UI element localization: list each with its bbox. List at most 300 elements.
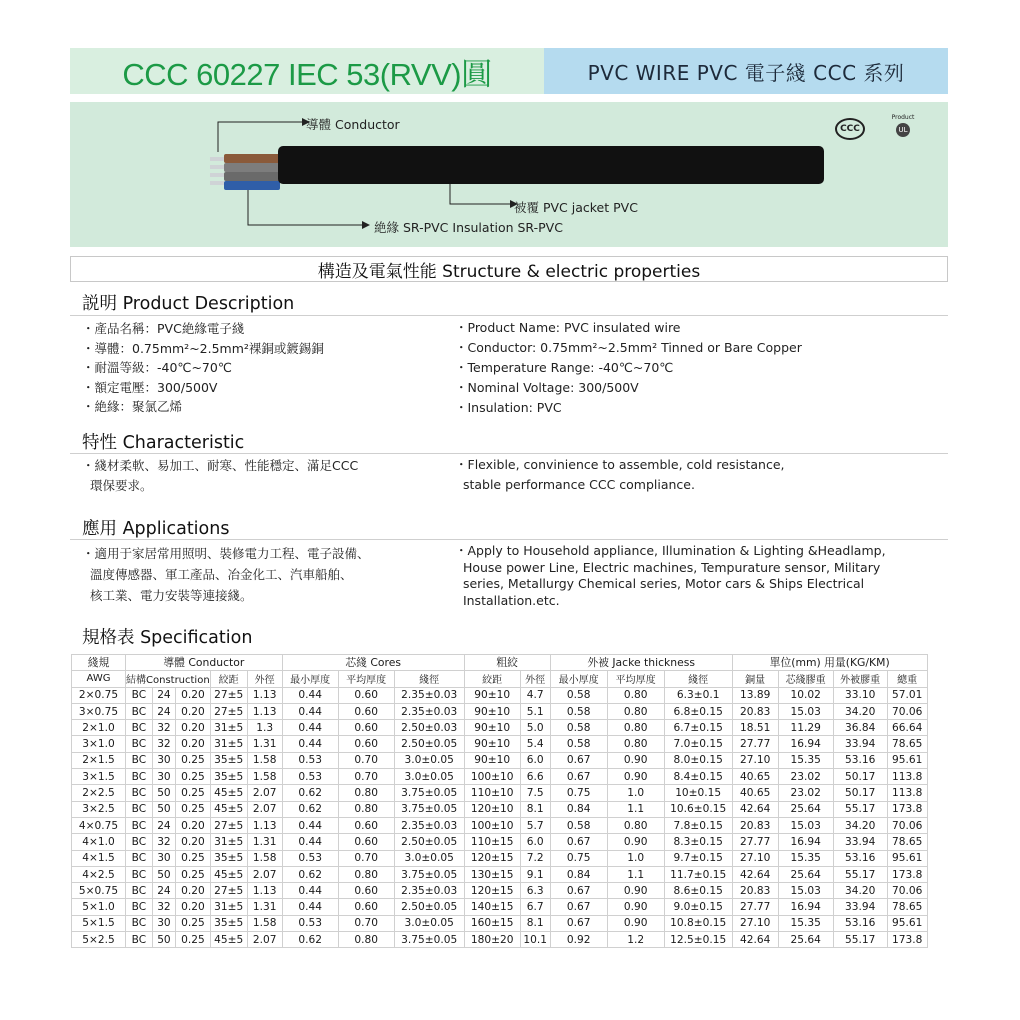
table-header: 芯綫膠重 xyxy=(778,671,833,687)
table-cell: 0.62 xyxy=(282,932,338,948)
table-cell: 0.25 xyxy=(176,932,211,948)
table-cell: 4×0.75 xyxy=(72,817,126,833)
section-title: 構造及電氣性能 Structure & electric properties xyxy=(317,261,701,282)
table-header: 外被 Jacke thickness xyxy=(550,655,732,671)
conductor-label: 導體 Conductor xyxy=(306,117,400,132)
table-cell: 25.64 xyxy=(778,932,833,948)
table-cell: BC xyxy=(126,769,153,785)
table-cell: 8.1 xyxy=(520,801,550,817)
series-title: PVC WIRE PVC 電子綫 CCC 系列 xyxy=(587,60,905,85)
table-cell: 4×1.0 xyxy=(72,834,126,850)
table-cell: 2.35±0.03 xyxy=(394,703,464,719)
table-cell: 3×2.5 xyxy=(72,801,126,817)
table-cell: 0.25 xyxy=(176,769,211,785)
table-cell: 0.25 xyxy=(176,785,211,801)
table-cell: 33.94 xyxy=(833,899,887,915)
table-cell: 0.80 xyxy=(607,703,664,719)
table-cell: 2.50±0.05 xyxy=(394,899,464,915)
insulation-label: 絶緣 SR-PVC Insulation SR-PVC xyxy=(374,220,563,235)
list-item: ・額定電壓：300/500V xyxy=(82,379,218,395)
list-item: ・Temperature Range: -40℃~70℃ xyxy=(455,360,674,375)
table-cell: 31±5 xyxy=(210,899,247,915)
table-cell: 9.1 xyxy=(520,866,550,882)
table-cell: 30 xyxy=(152,850,175,866)
table-header: 單位(mm) 用量(KG/KM) xyxy=(732,655,927,671)
table-cell: 0.70 xyxy=(338,915,394,931)
table-cell: 173.8 xyxy=(887,866,927,882)
table-row xyxy=(72,703,928,719)
list-item: Installation.etc. xyxy=(455,592,560,608)
insulated-cores xyxy=(224,154,280,190)
table-cell: 66.64 xyxy=(887,720,927,736)
table-cell: 1.13 xyxy=(247,817,282,833)
table-cell: 32 xyxy=(152,736,175,752)
product-title: CCC 60227 IEC 53(RVV)圓 xyxy=(122,56,492,92)
table-cell: BC xyxy=(126,883,153,899)
table-cell: 4×1.5 xyxy=(72,850,126,866)
table-cell: 6.7±0.15 xyxy=(664,720,732,736)
table-cell: 0.67 xyxy=(550,899,607,915)
table-cell: 24 xyxy=(152,817,175,833)
table-cell: 0.70 xyxy=(338,850,394,866)
table-cell: 0.20 xyxy=(176,817,211,833)
list-item: House power Line, Electric machines, Tempurature sensor, Military xyxy=(455,559,881,575)
table-cell: BC xyxy=(126,785,153,801)
applications-en-list xyxy=(455,543,886,609)
table-cell: BC xyxy=(126,866,153,882)
table-row xyxy=(72,915,928,931)
table-header: 最小厚度 xyxy=(550,671,607,687)
cable-diagram xyxy=(70,102,948,247)
table-cell: 6.8±0.15 xyxy=(664,703,732,719)
table-cell: 45±5 xyxy=(210,801,247,817)
table-cell: 0.25 xyxy=(176,850,211,866)
table-cell: 18.51 xyxy=(732,720,778,736)
table-cell: 1.31 xyxy=(247,736,282,752)
table-cell: 0.20 xyxy=(176,720,211,736)
table-cell: 50 xyxy=(152,866,175,882)
table-cell: 10±0.15 xyxy=(664,785,732,801)
table-cell: 90±10 xyxy=(464,736,520,752)
list-item: ・Nominal Voltage: 300/500V xyxy=(455,380,639,395)
table-header: 平均厚度 xyxy=(607,671,664,687)
table-cell: 78.65 xyxy=(887,899,927,915)
table-cell: 0.84 xyxy=(550,866,607,882)
table-cell: 3×1.5 xyxy=(72,769,126,785)
table-cell: 0.60 xyxy=(338,687,394,703)
table-cell: 5×1.5 xyxy=(72,915,126,931)
table-cell: 0.80 xyxy=(607,817,664,833)
table-cell: 5.0 xyxy=(520,720,550,736)
table-row xyxy=(72,899,928,915)
table-cell: BC xyxy=(126,736,153,752)
table-cell: 70.06 xyxy=(887,883,927,899)
table-cell: 1.31 xyxy=(247,834,282,850)
list-item: stable performance CCC compliance. xyxy=(455,476,695,492)
table-cell: 0.25 xyxy=(176,866,211,882)
table-cell: BC xyxy=(126,899,153,915)
table-cell: 27±5 xyxy=(210,687,247,703)
table-cell: 90±10 xyxy=(464,752,520,768)
table-cell: 1.1 xyxy=(607,866,664,882)
table-row xyxy=(72,817,928,833)
table-cell: 15.03 xyxy=(778,817,833,833)
table-row xyxy=(72,883,928,899)
table-cell: 78.65 xyxy=(887,834,927,850)
table-cell: 0.20 xyxy=(176,899,211,915)
table-header: 絞距 xyxy=(210,671,247,687)
table-cell: 173.8 xyxy=(887,801,927,817)
conductor-strands xyxy=(210,157,224,185)
table-cell: 3.0±0.05 xyxy=(394,915,464,931)
table-cell: 3.75±0.05 xyxy=(394,866,464,882)
table-cell: 0.25 xyxy=(176,801,211,817)
table-cell: 27.10 xyxy=(732,850,778,866)
table-row xyxy=(72,866,928,882)
table-cell: 0.58 xyxy=(550,703,607,719)
table-cell: 0.80 xyxy=(338,785,394,801)
table-cell: 0.60 xyxy=(338,899,394,915)
table-cell: 160±15 xyxy=(464,915,520,931)
table-cell: 25.64 xyxy=(778,801,833,817)
table-cell: 95.61 xyxy=(887,752,927,768)
table-cell: 7.2 xyxy=(520,850,550,866)
table-cell: 1.58 xyxy=(247,752,282,768)
table-cell: 90±10 xyxy=(464,720,520,736)
table-cell: 35±5 xyxy=(210,769,247,785)
table-header: 芯綫 Cores xyxy=(282,655,464,671)
table-cell: 3.75±0.05 xyxy=(394,785,464,801)
table-cell: 120±10 xyxy=(464,801,520,817)
table-cell: 8.3±0.15 xyxy=(664,834,732,850)
table-cell: 10.8±0.15 xyxy=(664,915,732,931)
table-cell: 50.17 xyxy=(833,769,887,785)
table-header: 總重 xyxy=(887,671,927,687)
table-cell: 9.0±0.15 xyxy=(664,899,732,915)
title-band xyxy=(70,48,948,94)
table-cell: 0.80 xyxy=(338,932,394,948)
table-cell: 34.20 xyxy=(833,883,887,899)
table-cell: 16.94 xyxy=(778,834,833,850)
table-cell: 10.1 xyxy=(520,932,550,948)
table-cell: 34.20 xyxy=(833,817,887,833)
table-cell: BC xyxy=(126,850,153,866)
table-cell: 0.60 xyxy=(338,834,394,850)
specification-table xyxy=(71,654,928,948)
table-cell: 0.80 xyxy=(607,687,664,703)
table-cell: 100±10 xyxy=(464,817,520,833)
table-cell: 6.3 xyxy=(520,883,550,899)
table-cell: 27.77 xyxy=(732,834,778,850)
table-cell: BC xyxy=(126,703,153,719)
table-cell: 53.16 xyxy=(833,752,887,768)
table-cell: 2.07 xyxy=(247,866,282,882)
table-header: 最小厚度 xyxy=(282,671,338,687)
table-cell: 0.67 xyxy=(550,883,607,899)
table-cell: 0.90 xyxy=(607,769,664,785)
list-item: ・Flexible, convinience to assemble, cold resistance, xyxy=(455,457,785,472)
table-cell: 1.58 xyxy=(247,769,282,785)
table-cell: 34.20 xyxy=(833,703,887,719)
table-header: 粗絞 xyxy=(464,655,550,671)
list-item: 溫度傳感器、軍工產品、冶金化工、汽車船舶、 xyxy=(82,567,353,582)
table-cell: 3.75±0.05 xyxy=(394,801,464,817)
table-cell: 24 xyxy=(152,687,175,703)
characteristic-en-list xyxy=(455,455,785,494)
table-cell: 1.58 xyxy=(247,850,282,866)
table-row xyxy=(72,687,928,703)
table-cell: 4.7 xyxy=(520,687,550,703)
table-cell: 55.17 xyxy=(833,932,887,948)
list-item: ・Insulation: PVC xyxy=(455,400,562,415)
section-title-box xyxy=(70,256,948,282)
table-cell: 0.44 xyxy=(282,720,338,736)
table-cell: 0.25 xyxy=(176,915,211,931)
table-cell: 0.58 xyxy=(550,720,607,736)
list-item: 核工業、電力安裝等連接綫。 xyxy=(82,588,253,603)
table-cell: 32 xyxy=(152,834,175,850)
table-cell: 110±15 xyxy=(464,834,520,850)
table-cell: 90±10 xyxy=(464,703,520,719)
table-row xyxy=(72,801,928,817)
table-cell: 0.62 xyxy=(282,801,338,817)
table-cell: 15.35 xyxy=(778,850,833,866)
pvc-jacket xyxy=(278,146,824,184)
table-cell: 1.3 xyxy=(247,720,282,736)
table-cell: BC xyxy=(126,720,153,736)
table-cell: 2×2.5 xyxy=(72,785,126,801)
table-cell: 13.89 xyxy=(732,687,778,703)
table-cell: 10.6±0.15 xyxy=(664,801,732,817)
table-cell: 0.60 xyxy=(338,720,394,736)
table-cell: 45±5 xyxy=(210,785,247,801)
table-cell: 0.70 xyxy=(338,769,394,785)
table-group-header-row xyxy=(72,655,928,671)
list-item: ・綫材柔軟、易加工、耐寒、性能穩定、滿足CCC xyxy=(82,458,359,473)
table-cell: 30 xyxy=(152,752,175,768)
table-row xyxy=(72,720,928,736)
table-cell: 1.0 xyxy=(607,785,664,801)
table-cell: 55.17 xyxy=(833,801,887,817)
table-cell: 140±15 xyxy=(464,899,520,915)
table-cell: 0.53 xyxy=(282,752,338,768)
table-cell: 8.4±0.15 xyxy=(664,769,732,785)
description-en-list xyxy=(455,318,802,418)
table-cell: 0.53 xyxy=(282,915,338,931)
table-cell: 23.02 xyxy=(778,769,833,785)
table-cell: 5.4 xyxy=(520,736,550,752)
table-cell: 0.80 xyxy=(607,720,664,736)
table-cell: 6.7 xyxy=(520,899,550,915)
table-cell: 130±15 xyxy=(464,866,520,882)
table-cell: 0.67 xyxy=(550,752,607,768)
table-header: 結構Construction xyxy=(126,671,211,687)
table-cell: 0.90 xyxy=(607,899,664,915)
table-cell: 120±15 xyxy=(464,883,520,899)
table-header: 絞距 xyxy=(464,671,520,687)
table-cell: 7.0±0.15 xyxy=(664,736,732,752)
specification-table-body xyxy=(72,687,928,948)
table-cell: 27.10 xyxy=(732,915,778,931)
table-cell: 0.44 xyxy=(282,817,338,833)
product-title-box xyxy=(70,48,544,94)
table-cell: BC xyxy=(126,687,153,703)
table-header: 外徑 xyxy=(247,671,282,687)
table-cell: 7.5 xyxy=(520,785,550,801)
table-cell: 0.90 xyxy=(607,883,664,899)
table-cell: 27±5 xyxy=(210,883,247,899)
list-item: ・適用于家居常用照明、裝修電力工程、電子設備、 xyxy=(82,546,370,561)
table-cell: 0.20 xyxy=(176,687,211,703)
table-cell: 35±5 xyxy=(210,850,247,866)
table-cell: BC xyxy=(126,817,153,833)
table-cell: 35±5 xyxy=(210,915,247,931)
table-cell: 36.84 xyxy=(833,720,887,736)
table-cell: 15.03 xyxy=(778,883,833,899)
table-cell: 42.64 xyxy=(732,801,778,817)
table-cell: 40.65 xyxy=(732,769,778,785)
table-cell: 0.44 xyxy=(282,899,338,915)
characteristic-zh-list xyxy=(82,456,358,495)
table-cell: 0.62 xyxy=(282,866,338,882)
table-cell: 3×1.0 xyxy=(72,736,126,752)
table-cell: 0.67 xyxy=(550,834,607,850)
table-cell: 173.8 xyxy=(887,932,927,948)
table-cell: 0.80 xyxy=(338,801,394,817)
table-cell: 113.8 xyxy=(887,785,927,801)
table-cell: 0.84 xyxy=(550,801,607,817)
table-cell: 0.44 xyxy=(282,687,338,703)
table-cell: 0.58 xyxy=(550,817,607,833)
table-cell: 0.44 xyxy=(282,703,338,719)
table-cell: 53.16 xyxy=(833,915,887,931)
table-cell: 30 xyxy=(152,915,175,931)
table-header: 綫徑 xyxy=(394,671,464,687)
table-cell: 6.6 xyxy=(520,769,550,785)
ccc-certification-icon: CCC xyxy=(835,118,865,140)
table-cell: 0.75 xyxy=(550,785,607,801)
table-cell: 8.0±0.15 xyxy=(664,752,732,768)
table-cell: 11.29 xyxy=(778,720,833,736)
table-cell: 0.53 xyxy=(282,850,338,866)
table-cell: 20.83 xyxy=(732,883,778,899)
table-cell: 5.7 xyxy=(520,817,550,833)
table-cell: 0.60 xyxy=(338,736,394,752)
table-cell: 40.65 xyxy=(732,785,778,801)
table-row xyxy=(72,769,928,785)
table-cell: 0.60 xyxy=(338,883,394,899)
table-cell: 113.8 xyxy=(887,769,927,785)
table-cell: 1.13 xyxy=(247,703,282,719)
table-cell: 95.61 xyxy=(887,850,927,866)
table-cell: 24 xyxy=(152,703,175,719)
table-header: AWG xyxy=(72,671,126,687)
table-cell: BC xyxy=(126,801,153,817)
table-cell: 42.64 xyxy=(732,866,778,882)
table-cell: 0.70 xyxy=(338,752,394,768)
table-header: 平均厚度 xyxy=(338,671,394,687)
table-cell: 0.67 xyxy=(550,915,607,931)
table-cell: 90±10 xyxy=(464,687,520,703)
table-cell: BC xyxy=(126,932,153,948)
table-cell: 0.90 xyxy=(607,752,664,768)
table-cell: 100±10 xyxy=(464,769,520,785)
table-cell: 27.77 xyxy=(732,736,778,752)
table-cell: BC xyxy=(126,752,153,768)
table-cell: 15.35 xyxy=(778,752,833,768)
table-cell: 16.94 xyxy=(778,736,833,752)
table-cell: 8.6±0.15 xyxy=(664,883,732,899)
table-cell: 3.0±0.05 xyxy=(394,769,464,785)
table-cell: 15.03 xyxy=(778,703,833,719)
table-cell: 33.94 xyxy=(833,736,887,752)
table-cell: 2.07 xyxy=(247,801,282,817)
table-cell: 10.02 xyxy=(778,687,833,703)
table-cell: 3.0±0.05 xyxy=(394,850,464,866)
table-cell: 11.7±0.15 xyxy=(664,866,732,882)
table-cell: 180±20 xyxy=(464,932,520,948)
table-cell: 24 xyxy=(152,883,175,899)
table-cell: 2.50±0.03 xyxy=(394,720,464,736)
table-cell: 12.5±0.15 xyxy=(664,932,732,948)
table-cell: 6.3±0.1 xyxy=(664,687,732,703)
table-row xyxy=(72,752,928,768)
table-row xyxy=(72,932,928,948)
table-cell: 25.64 xyxy=(778,866,833,882)
table-cell: 2.35±0.03 xyxy=(394,817,464,833)
table-cell: 0.44 xyxy=(282,736,338,752)
table-cell: 2×0.75 xyxy=(72,687,126,703)
table-cell: 0.58 xyxy=(550,736,607,752)
table-cell: 0.67 xyxy=(550,769,607,785)
table-cell: 78.65 xyxy=(887,736,927,752)
table-header: 導體 Conductor xyxy=(126,655,283,671)
table-cell: 0.80 xyxy=(607,736,664,752)
table-header: 綫規 xyxy=(72,655,126,671)
table-header: 外徑 xyxy=(520,671,550,687)
table-cell: 0.60 xyxy=(338,817,394,833)
characteristic-heading: 特性 Characteristic xyxy=(82,433,245,453)
divider xyxy=(70,453,948,454)
table-cell: 1.13 xyxy=(247,883,282,899)
table-cell: 53.16 xyxy=(833,850,887,866)
table-cell: 0.20 xyxy=(176,736,211,752)
table-cell: 2.35±0.03 xyxy=(394,687,464,703)
table-cell: 110±10 xyxy=(464,785,520,801)
specification-heading: 規格表 Specification xyxy=(82,628,253,648)
applications-zh-list xyxy=(82,543,370,606)
table-cell: 0.90 xyxy=(607,834,664,850)
list-item: ・耐溫等級：-40℃~70℃ xyxy=(82,360,232,375)
table-row xyxy=(72,785,928,801)
table-cell: 2×1.0 xyxy=(72,720,126,736)
table-cell: 0.62 xyxy=(282,785,338,801)
table-cell: 50.17 xyxy=(833,785,887,801)
table-cell: 120±15 xyxy=(464,850,520,866)
list-item: 環保要求。 xyxy=(82,477,153,493)
table-cell: 16.94 xyxy=(778,899,833,915)
table-cell: 2.50±0.05 xyxy=(394,736,464,752)
table-cell: 0.53 xyxy=(282,769,338,785)
table-cell: 0.92 xyxy=(550,932,607,948)
list-item: ・Apply to Household appliance, Illumination & Lighting &Headlamp, xyxy=(455,543,886,558)
table-cell: 0.44 xyxy=(282,834,338,850)
table-cell: 4×2.5 xyxy=(72,866,126,882)
table-cell: 27±5 xyxy=(210,703,247,719)
table-cell: 70.06 xyxy=(887,703,927,719)
list-item: ・產品名稱：PVC絶緣電子綫 xyxy=(82,321,245,336)
table-cell: 31±5 xyxy=(210,720,247,736)
